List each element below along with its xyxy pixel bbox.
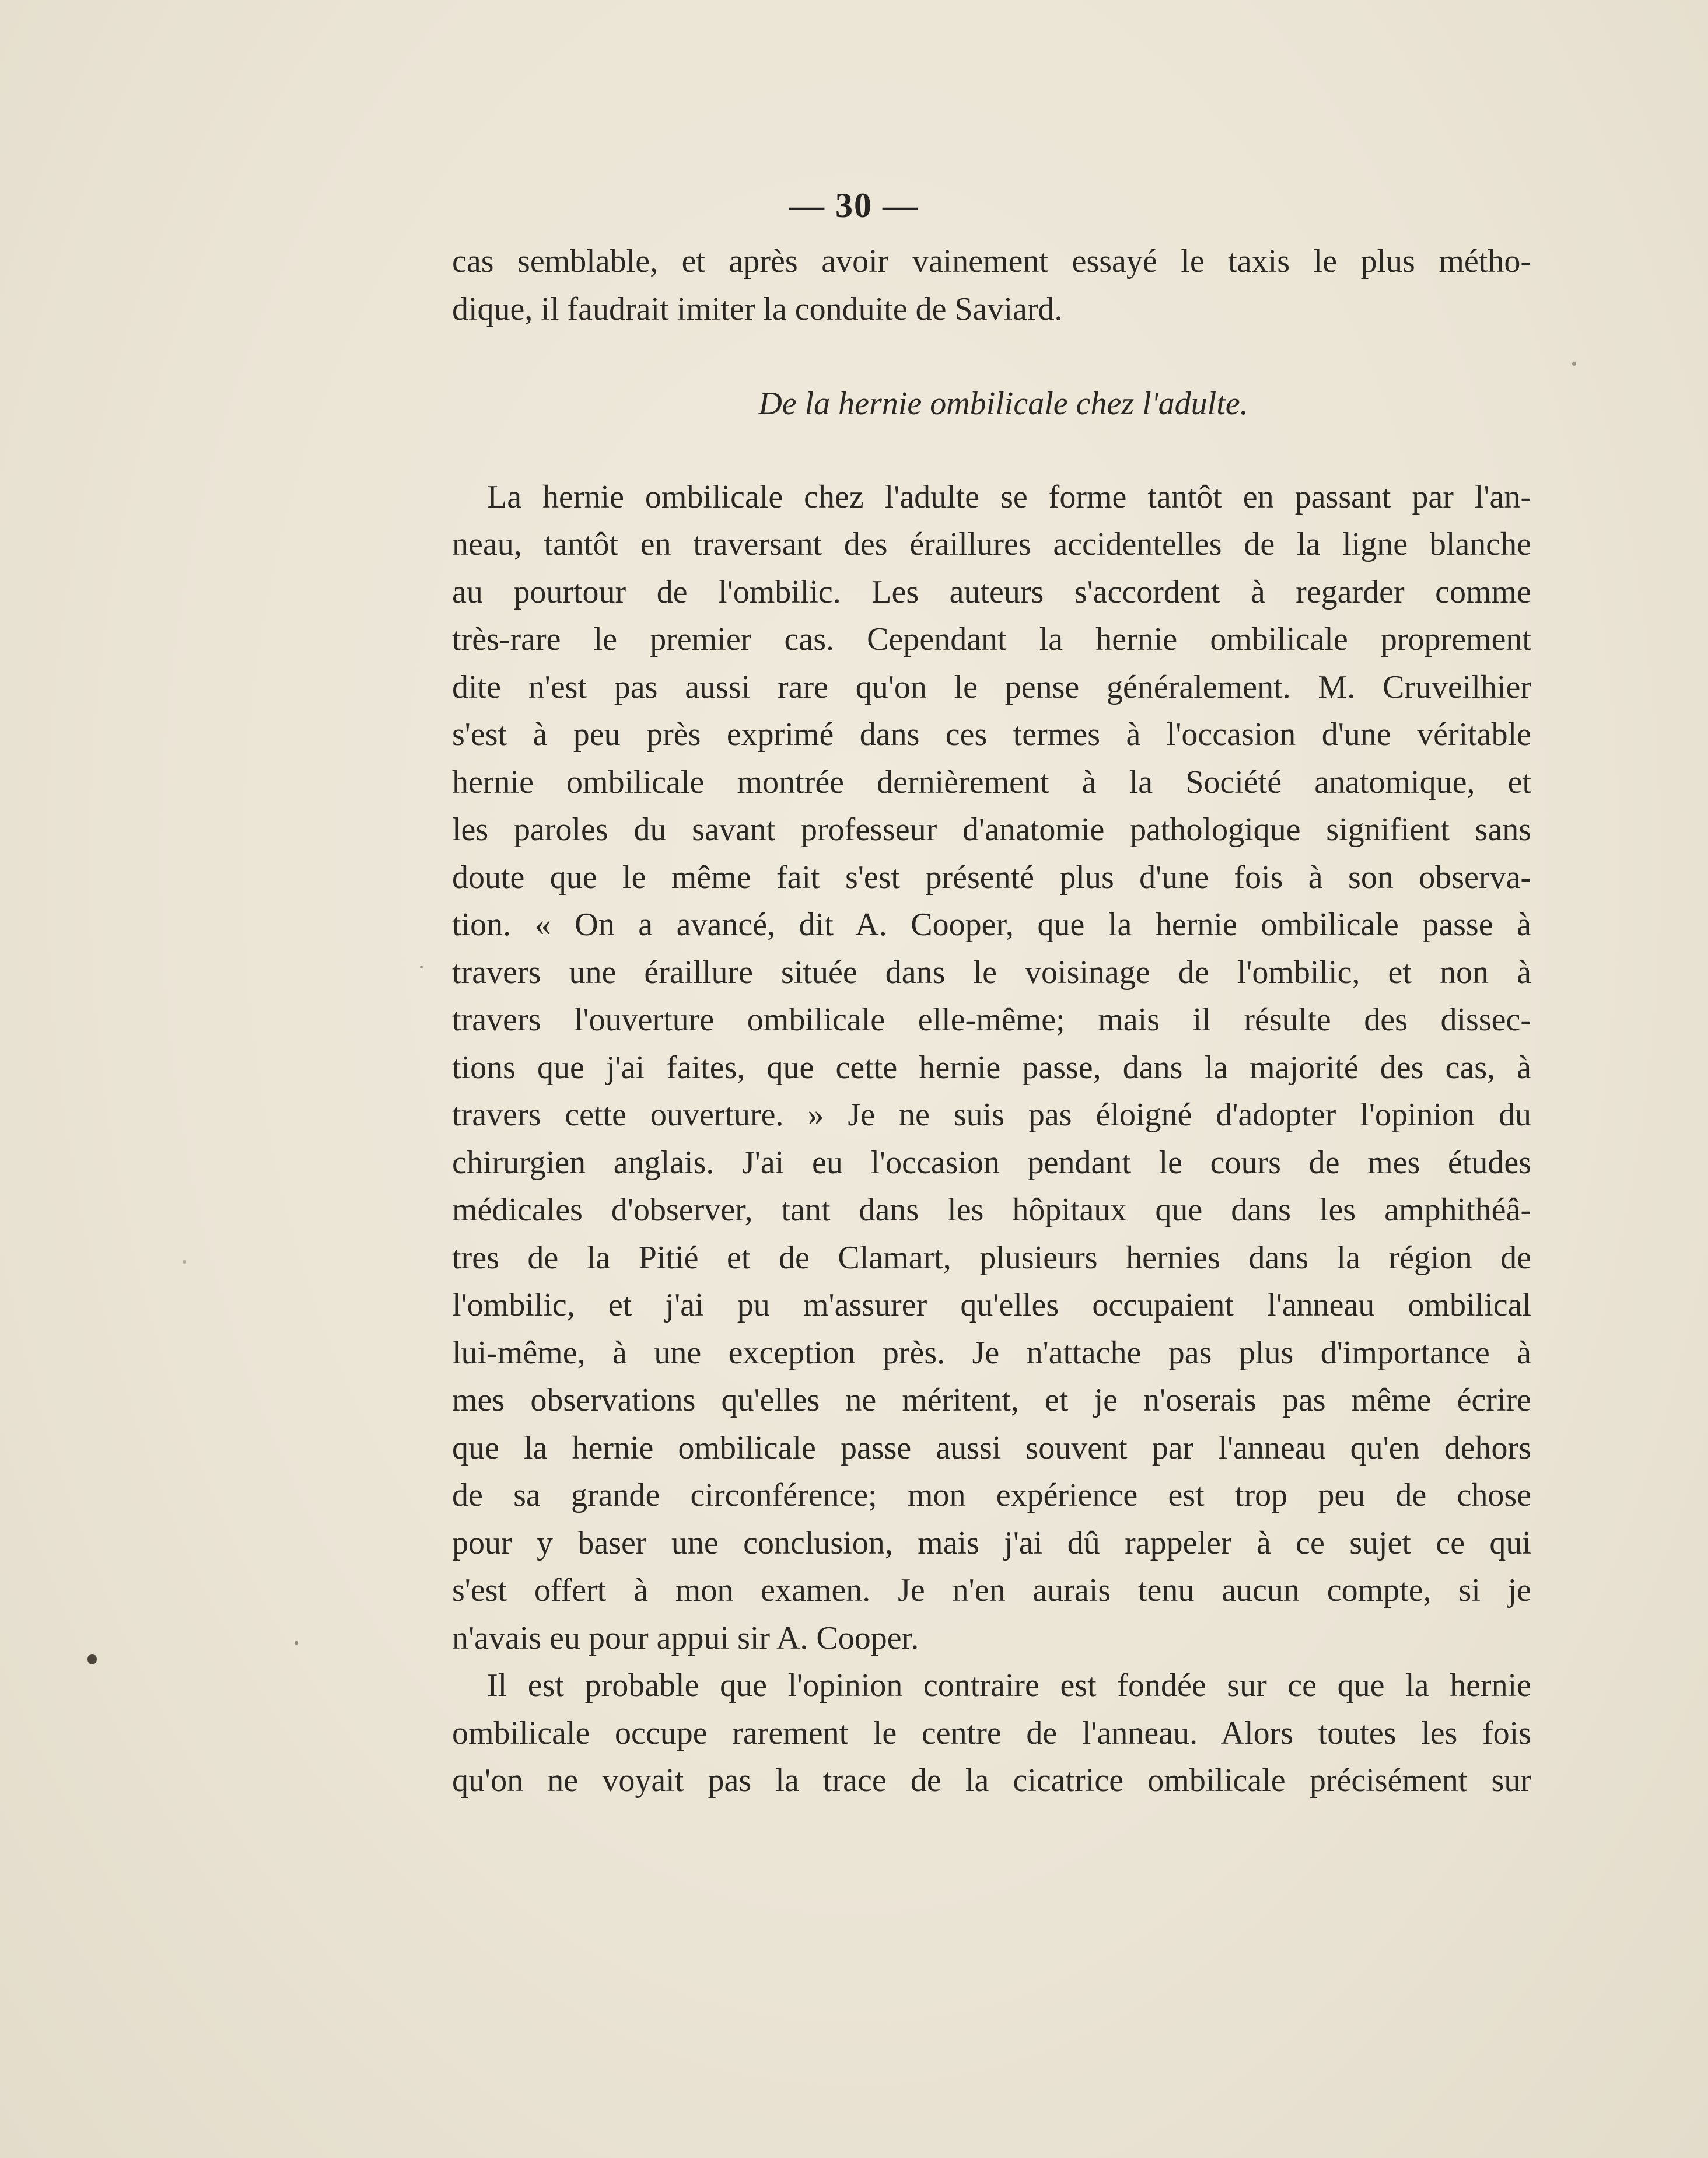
- text-line: au pourtour de l'ombilic. Les auteurs s'accordent à regarder comme: [452, 573, 1531, 610]
- text-line: chirurgien anglais. J'ai eu l'occasion pendant le cours de mes études: [452, 1144, 1531, 1181]
- paper-speck: [1572, 362, 1576, 366]
- text-line: dite n'est pas aussi rare qu'on le pense généralement. M. Cruveilhier: [452, 669, 1531, 705]
- body-text: [452, 238, 1531, 1805]
- text-line: hernie ombilicale montrée dernièrement à la Société anatomique, et: [452, 764, 1531, 800]
- text-line: s'est offert à mon examen. Je n'en aurais tenu aucun compte, si je: [452, 1572, 1531, 1608]
- text-line: Il est probable que l'opinion contraire est fondée sur ce que la hernie: [487, 1667, 1531, 1704]
- text-line: que la hernie ombilicale passe aussi souvent par l'anneau qu'en dehors: [452, 1429, 1531, 1466]
- text-line: pour y baser une conclusion, mais j'ai dû rappeler à ce sujet ce qui: [452, 1524, 1531, 1561]
- text-line: travers cette ouverture. » Je ne suis pas éloigné d'adopter l'opinion du: [452, 1097, 1531, 1133]
- text-line: travers une éraillure située dans le voisinage de l'ombilic, et non à: [452, 954, 1531, 991]
- text-line: les paroles du savant professeur d'anatomie pathologique signifient sans: [452, 812, 1531, 848]
- text-line: s'est à peu près exprimé dans ces termes à l'occasion d'une véritable: [452, 716, 1531, 753]
- text-line: lui-même, à une exception près. Je n'attache pas plus d'importance à: [452, 1334, 1531, 1371]
- text-line: tion. « On a avancé, dit A. Cooper, que la hernie ombilicale passe à: [452, 907, 1531, 943]
- section-heading: De la hernie ombilicale chez l'adulte.: [758, 386, 1248, 422]
- text-line: cas semblable, et après avoir vainement essayé le taxis le plus métho-: [452, 243, 1531, 279]
- page-number: — 30 —: [789, 186, 919, 225]
- text-line: n'avais eu pour appui sir A. Cooper.: [452, 1620, 919, 1656]
- text-line: doute que le même fait s'est présenté plus d'une fois à son observa-: [452, 859, 1531, 896]
- text-line: qu'on ne voyait pas la trace de la cicatrice ombilicale précisément sur: [452, 1762, 1531, 1799]
- paper-speck: [420, 966, 423, 968]
- text-line: La hernie ombilicale chez l'adulte se forme tantôt en passant par l'an-: [487, 478, 1531, 515]
- text-line: dique, il faudrait imiter la conduite de Saviard.: [452, 291, 1063, 327]
- text-line: tres de la Pitié et de Clamart, plusieurs hernies dans la région de: [452, 1239, 1531, 1276]
- paper-speck: [88, 1654, 97, 1664]
- paper-speck: [183, 1260, 186, 1264]
- text-line: neau, tantôt en traversant des éraillures accidentelles de la ligne blanche: [452, 526, 1531, 562]
- text-line: mes observations qu'elles ne méritent, et je n'oserais pas même écrire: [452, 1382, 1531, 1418]
- text-line: ombilicale occupe rarement le centre de l'anneau. Alors toutes les fois: [452, 1715, 1531, 1751]
- text-line: travers l'ouverture ombilicale elle-même; mais il résulte des dissec-: [452, 1002, 1531, 1038]
- text-line: très-rare le premier cas. Cependant la hernie ombilicale proprement: [452, 621, 1531, 657]
- text-line: l'ombilic, et j'ai pu m'assurer qu'elles occupaient l'anneau ombilical: [452, 1287, 1531, 1323]
- text-line: tions que j'ai faites, que cette hernie passe, dans la majorité des cas, à: [452, 1049, 1531, 1086]
- text-line: médicales d'observer, tant dans les hôpitaux que dans les amphithéâ-: [452, 1192, 1531, 1228]
- paper-speck: [295, 1641, 298, 1645]
- text-line: de sa grande circonférence; mon expérience est trop peu de chose: [452, 1477, 1531, 1513]
